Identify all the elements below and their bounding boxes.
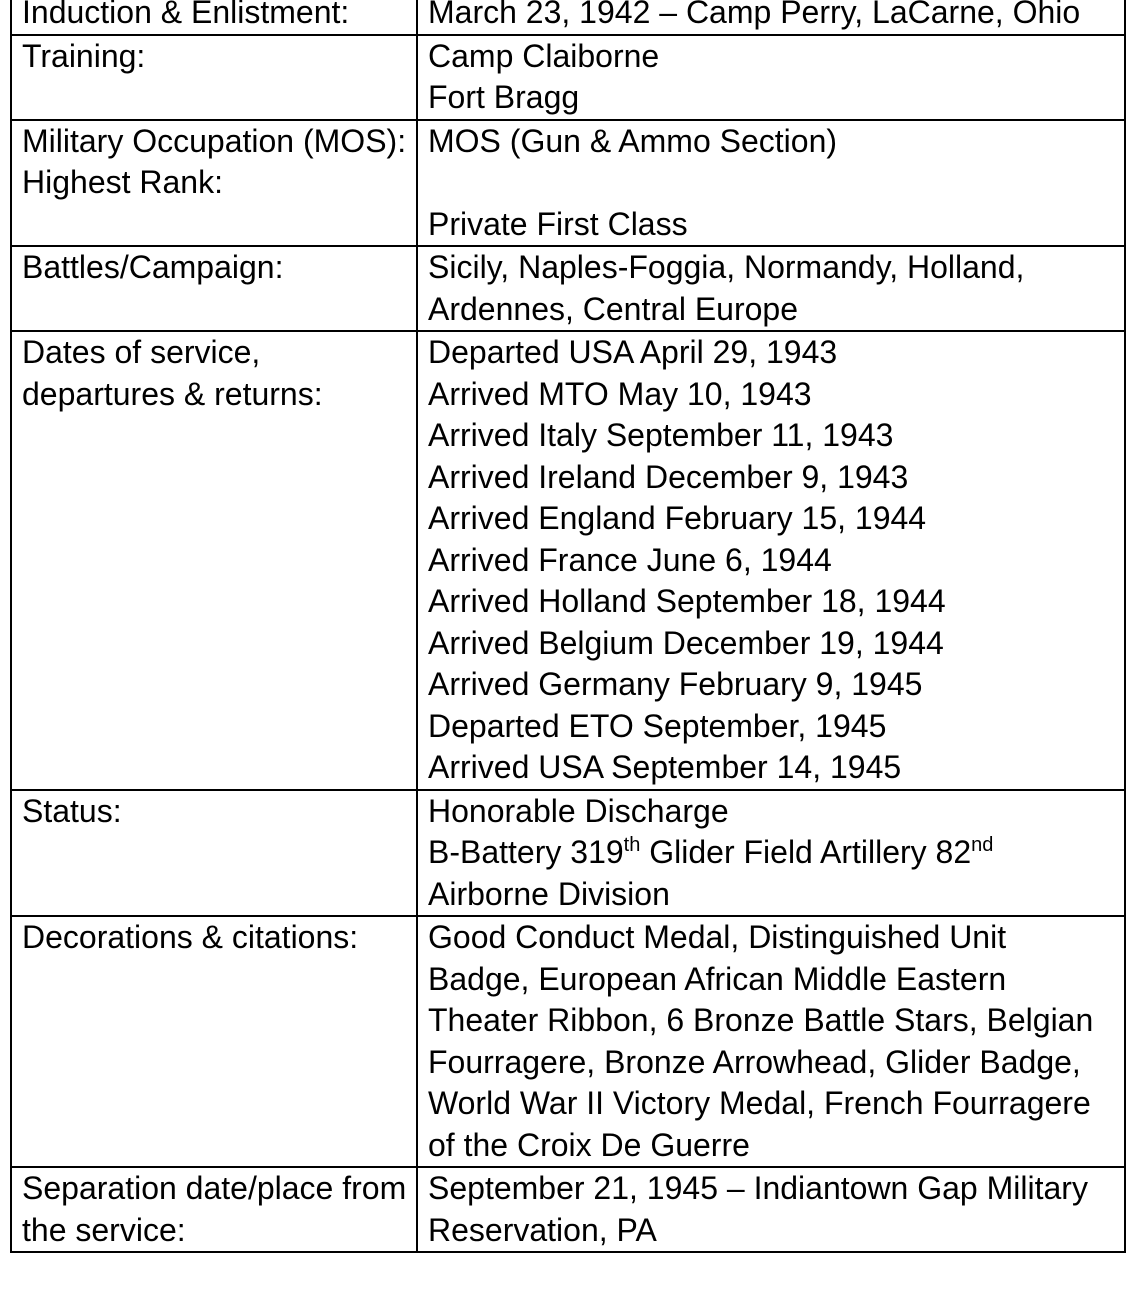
service-date-item: Arrived MTO May 10, 1943: [428, 375, 812, 412]
table-row-status: [11, 790, 1125, 917]
service-date-item: Arrived Ireland December 9, 1943: [428, 458, 909, 495]
mos-value: MOS (Gun & Ammo Section): [428, 122, 838, 159]
table-row-separation: [11, 1167, 1125, 1252]
training-value: [417, 35, 1125, 120]
unit-text: Airborne Division: [428, 875, 670, 912]
service-date-item: Departed ETO September, 1945: [428, 707, 887, 744]
separation-value: September 21, 1945 – Indiantown Gap Military Reservation, PA: [417, 1167, 1125, 1252]
decorations-label: Decorations & citations:: [11, 916, 417, 1167]
unit-ordinal-suffix: th: [623, 834, 641, 856]
service-dates-label: Dates of service, departures & returns:: [11, 331, 417, 790]
unit-assignment: [428, 832, 1116, 915]
service-date-item: Departed USA April 29, 1943: [428, 334, 838, 370]
table-row-service-dates: [11, 331, 1125, 790]
induction-value: March 23, 1942 – Camp Perry, LaCarne, Ohio: [417, 0, 1125, 35]
training-item: Camp Claiborne: [428, 37, 660, 74]
spacer: [428, 162, 1116, 204]
status-value: Honorable Discharge: [428, 792, 729, 829]
mos-label: Military Occupation (MOS):: [22, 122, 407, 159]
induction-label: Induction & Enlistment:: [11, 0, 417, 35]
service-date-item: Arrived Italy September 11, 1943: [428, 417, 894, 453]
service-dates-value: [417, 331, 1125, 790]
service-date-item: Arrived France June 6, 1944: [428, 541, 832, 578]
mos-label-cell: [11, 120, 417, 247]
battles-value: Sicily, Naples-Foggia, Normandy, Holland, Ardennes, Central Europe: [417, 246, 1125, 331]
training-label: Training:: [11, 35, 417, 120]
decorations-value: Good Conduct Medal, Distinguished Unit Badge, European African Middle Eastern Theater Ribbon, 6 Bronze Battle Stars, Belgian Fourragere, Bronze Arrowhead, Glider Badge, World War II Victory Medal, French Fourragere of the Croix De Guerre: [417, 916, 1125, 1167]
battles-label: Battles/Campaign:: [11, 246, 417, 331]
table-row-mos: [11, 120, 1125, 247]
unit-text: B-Battery 319: [428, 834, 624, 870]
service-date-item: Arrived England February 15, 1944: [428, 500, 927, 536]
service-date-item: Arrived Germany February 9, 1945: [428, 666, 923, 702]
service-date-item: Arrived Holland September 18, 1944: [428, 583, 946, 619]
table-row-training: [11, 35, 1125, 120]
table-row-battles: [11, 246, 1125, 331]
table-row-decorations: [11, 916, 1125, 1167]
rank-value: Private First Class: [428, 205, 688, 242]
mos-value-cell: [417, 120, 1125, 247]
rank-label: Highest Rank:: [22, 164, 223, 200]
training-item: Fort Bragg: [428, 79, 580, 115]
unit-text: Glider Field Artillery 82: [640, 834, 972, 870]
service-record-table: [10, 0, 1126, 1253]
status-value-cell: [417, 790, 1125, 917]
separation-label: Separation date/place from the service:: [11, 1167, 417, 1252]
service-date-item: Arrived USA September 14, 1945: [428, 749, 902, 785]
service-date-item: Arrived Belgium December 19, 1944: [428, 624, 944, 661]
status-label: Status:: [11, 790, 417, 917]
unit-ordinal-suffix: nd: [971, 834, 994, 856]
table-row-induction: [11, 0, 1125, 35]
